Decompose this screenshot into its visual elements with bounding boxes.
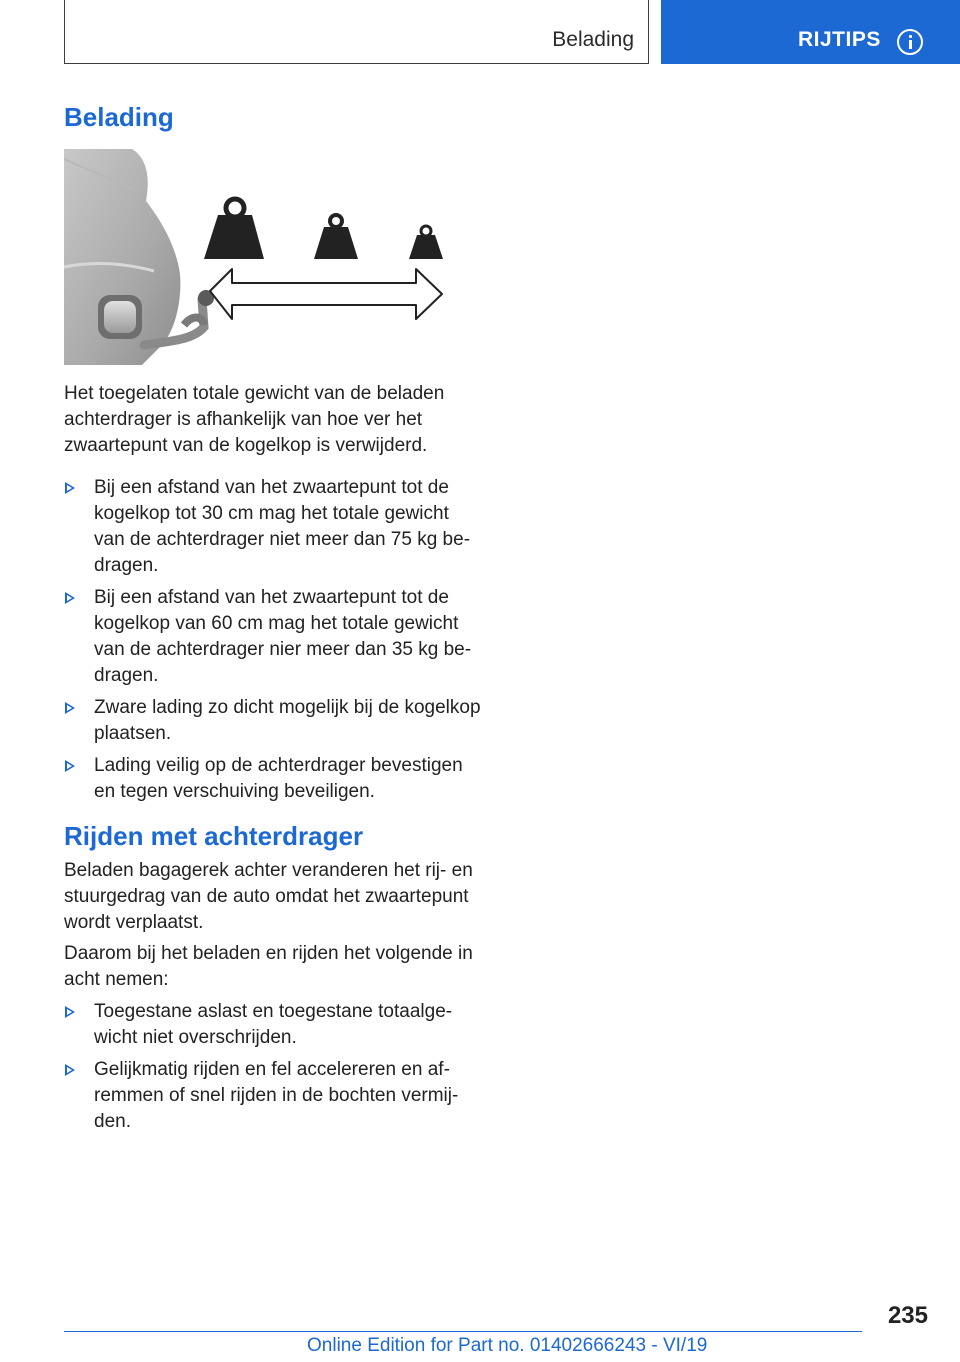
triangle-bullet-icon <box>65 760 75 772</box>
driving-paragraph-1: Beladen bagagerek achter veranderen het rij- en stuurgedrag van de auto omdat het zwaartepunt wordt verplaatst. <box>64 860 473 933</box>
driving-rules-list <box>64 999 484 1141</box>
footer-edition-link[interactable]: Online Edition for Part no. 01402666243 - VI/19 <box>307 1335 708 1356</box>
section-heading-rijden: Rijden met achterdrager <box>64 821 364 851</box>
tow-bar-weight-illustration <box>64 149 454 365</box>
list-item <box>64 753 484 805</box>
triangle-bullet-icon <box>65 1006 75 1018</box>
heavy-weight-icon <box>204 215 264 259</box>
driving-paragraph-2: Daarom bij het beladen en rijden het volgende in acht nemen: <box>64 943 473 990</box>
info-icon[interactable] <box>897 29 923 55</box>
header-chapter-label: RIJTIPS <box>798 28 881 51</box>
intro-paragraph: Het toegelaten totale gewicht van de beladen achterdrager is afhankelijk van hoe ver het zwaartepunt van de kogelkop is verwijderd. <box>64 383 445 456</box>
list-item <box>64 585 484 689</box>
triangle-bullet-icon <box>65 1064 75 1076</box>
section-heading-belading: Belading <box>64 102 174 132</box>
distance-arrow-icon <box>210 269 442 319</box>
header-section-title: Belading <box>552 28 634 51</box>
load-rules-list <box>64 475 484 811</box>
list-item <box>64 695 484 747</box>
medium-weight-icon <box>314 227 358 259</box>
list-item-text: Bij een afstand van het zwaartepunt tot de kogelkop tot 30 cm mag het totale gewicht van de achterdrager niet meer dan 75 kg bedragen. <box>94 477 471 576</box>
list-item-text: Lading veilig op de achterdrager bevestigen en tegen verschuiving beveiligen. <box>94 755 463 802</box>
triangle-bullet-icon <box>65 592 75 604</box>
list-item <box>64 999 484 1051</box>
header-chapter-tab[interactable] <box>661 0 960 64</box>
list-item <box>64 475 484 579</box>
header-section-box <box>64 0 649 64</box>
list-item-text: Zware lading zo dicht mogelijk bij de kogelkop plaatsen. <box>94 697 481 744</box>
triangle-bullet-icon <box>65 702 75 714</box>
list-item <box>64 1057 484 1135</box>
triangle-bullet-icon <box>65 482 75 494</box>
light-weight-icon <box>409 235 443 259</box>
illustration-svg <box>64 149 454 365</box>
list-item-text: Gelijkmatig rijden en fel accelereren en afremmen of snel rijden in de bochten vermijden. <box>94 1059 459 1132</box>
list-item-text: Bij een afstand van het zwaartepunt tot de kogelkop van 60 cm mag het totale gewicht van de achterdrager nier meer dan 35 kg bedragen. <box>94 587 472 686</box>
list-item-text: Toegestane aslast en toegestane totaalgewicht niet overschrijden. <box>94 1001 453 1048</box>
footer-divider <box>64 1331 862 1332</box>
page-number: 235 <box>887 1302 928 1329</box>
